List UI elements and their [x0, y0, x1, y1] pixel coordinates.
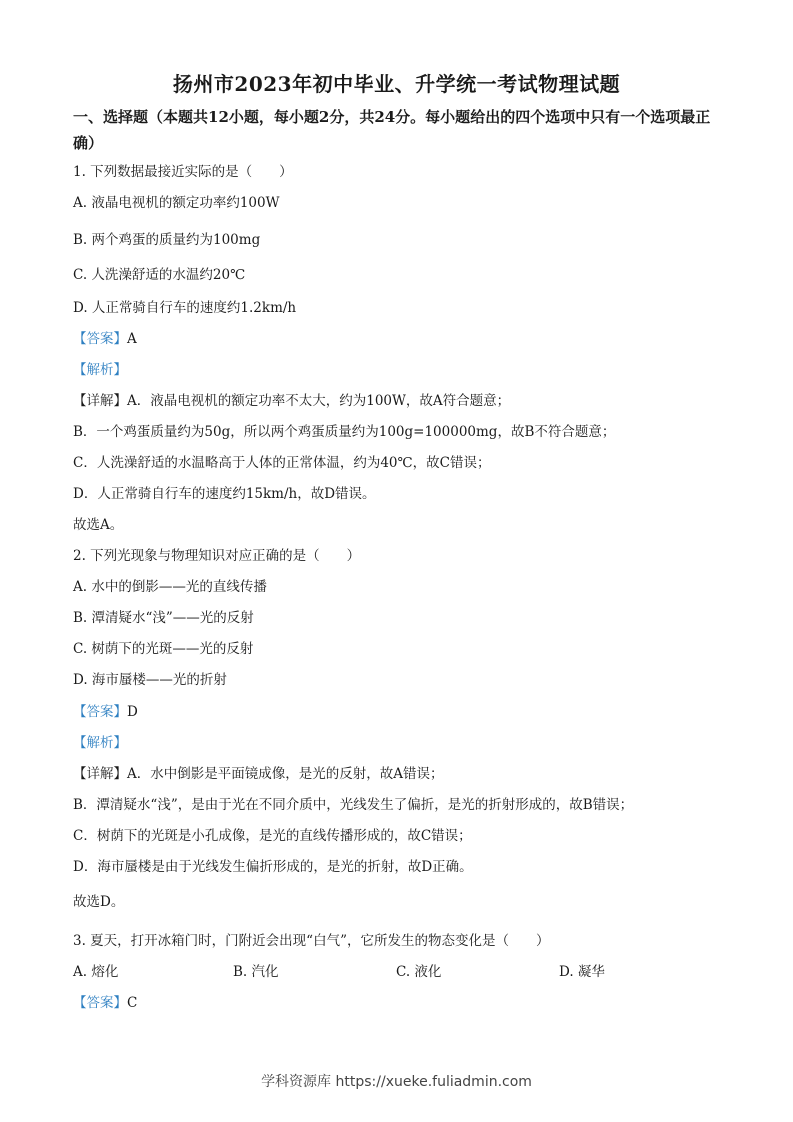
answer-value: A: [127, 331, 137, 347]
q1-detail-d: D．人正常骑自行车的速度约15km/h，故D错误。: [73, 486, 376, 502]
q2-analysis-tag: 【解析】: [73, 735, 127, 751]
q1-conclusion: 故选A。: [73, 517, 124, 533]
q1-option-a: A. 液晶电视机的额定功率约100W: [73, 195, 280, 211]
answer-tag: 【答案】: [73, 704, 127, 720]
q3-option-b: B. 汽化: [233, 964, 279, 980]
page-footer: 学科资源库 https://xueke.fuliadmin.com: [261, 1074, 532, 1090]
q2-answer: [73, 700, 138, 720]
q2-conclusion: 故选D。: [73, 894, 125, 910]
q3-option-c: C. 液化: [396, 964, 442, 980]
answer-tag: 【答案】: [73, 995, 127, 1011]
q1-analysis-tag: 【解析】: [73, 362, 127, 378]
q2-option-b: B. 潭清疑水“浅”——光的反射: [73, 610, 254, 626]
answer-value: C: [127, 995, 138, 1011]
q1-option-b: B. 两个鸡蛋的质量约为100mg: [73, 232, 261, 248]
q2-option-a: A. 水中的倒影——光的直线传播: [73, 579, 267, 595]
q1-answer: [73, 327, 137, 347]
answer-tag: 【答案】: [73, 331, 127, 347]
q2-detail-c: C．树荫下的光斑是小孔成像，是光的直线传播形成的，故C错误；: [73, 828, 472, 844]
q1-detail-c: C．人洗澡舒适的水温略高于人体的正常体温，约为40℃，故C错误；: [73, 455, 491, 471]
exam-title: 扬州市2023年初中毕业、升学统一考试物理试题: [172, 72, 621, 96]
q2-option-c: C. 树荫下的光斑——光的反射: [73, 641, 254, 657]
q2-detail-b: B．潭清疑水“浅”，是由于光在不同介质中，光线发生了偏折，是光的折射形成的，故B错误；: [73, 797, 634, 813]
q1-option-d: D. 人正常骑自行车的速度约1.2km/h: [73, 300, 297, 316]
q1-option-c: C. 人洗澡舒适的水温约20℃: [73, 267, 246, 283]
q2-option-d: D. 海市蜃楼——光的折射: [73, 672, 227, 688]
q1-detail-a: 【详解】A．液晶电视机的额定功率不太大，约为100W，故A符合题意；: [73, 393, 511, 409]
q2-detail-a: 【详解】A．水中倒影是平面镜成像，是光的反射，故A错误；: [73, 766, 444, 782]
answer-value: D: [127, 704, 138, 720]
q3-options-row: [73, 960, 673, 980]
q2-detail-d: D．海市蜃楼是由于光线发生偏折形成的，是光的折射，故D正确。: [73, 859, 473, 875]
q3-stem: 3. 夏天，打开冰箱门时，门附近会出现“白气”，它所发生的物态变化是（ ）: [73, 933, 550, 949]
q2-stem: 2. 下列光现象与物理知识对应正确的是（ ）: [73, 548, 361, 564]
q3-option-d: D. 凝华: [559, 964, 605, 980]
q1-stem: 1. 下列数据最接近实际的是（ ）: [73, 164, 293, 180]
q1-detail-b: B．一个鸡蛋质量约为50g，所以两个鸡蛋质量约为100g=100000mg，故B不符合题意；: [73, 424, 616, 440]
q3-answer: [73, 991, 137, 1011]
q3-option-a: A. 熔化: [73, 964, 119, 980]
section-heading: 一、选择题（本题共12小题，每小题2分，共24分。每小题给出的四个选项中只有一个选项最正确）: [73, 108, 711, 152]
